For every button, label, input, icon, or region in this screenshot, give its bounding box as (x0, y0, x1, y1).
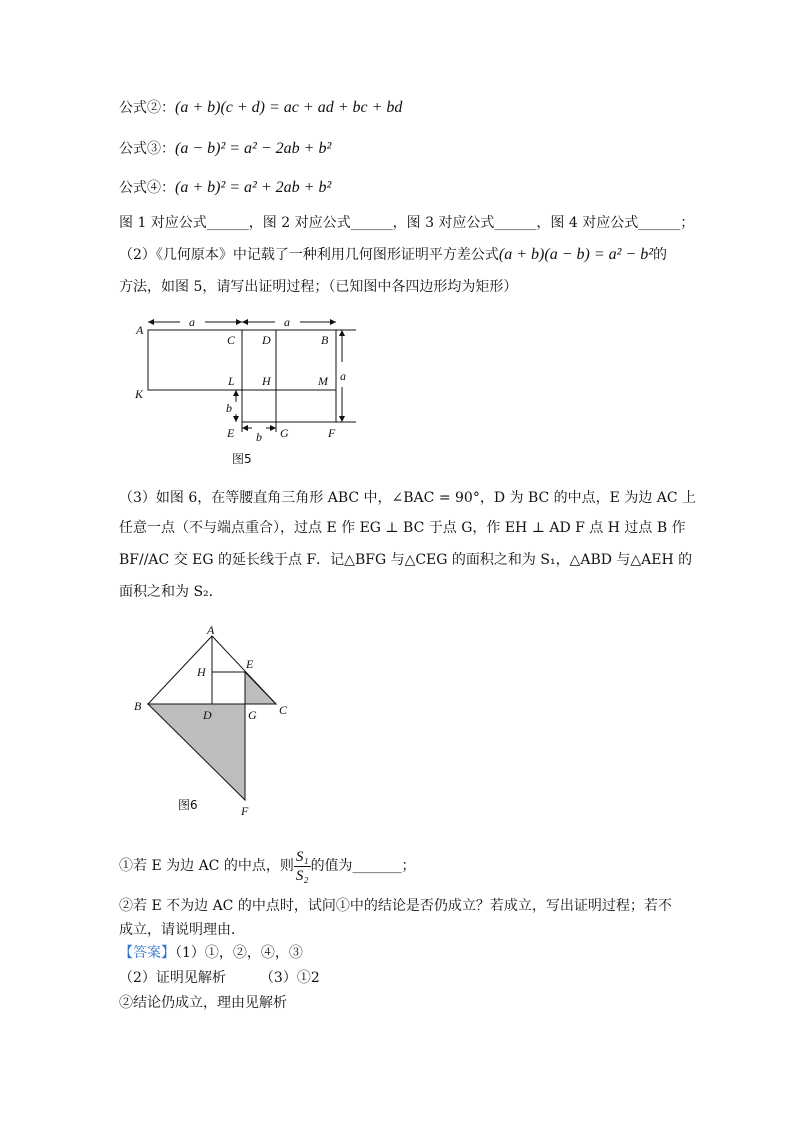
answer-line1 (119, 943, 303, 963)
fig6-label-B: B (134, 699, 142, 713)
fig5-label-B: B (321, 333, 329, 347)
fig5-label-H: H (262, 374, 271, 388)
formula-2-expr: (a + b)(c + d) = ac + ad + bc + bd (175, 99, 403, 116)
sub1-fraction-denominator: S₂ (295, 867, 309, 884)
figure-6 (125, 620, 305, 820)
fig6-label-H: H (197, 665, 206, 679)
q2-text-after: 的 (653, 247, 667, 263)
fig6-label-G: G (248, 708, 257, 722)
fig5-dim-label-a3: a (340, 369, 346, 383)
fig5-dim-label-a2: a (284, 315, 290, 329)
fig6-label-E: E (246, 657, 254, 671)
fig5-label-F: F (328, 426, 336, 440)
fig5-label-G: G (280, 426, 289, 440)
formula-4-label: 公式④： (119, 180, 175, 196)
q3-line3: BF//AC 交 EG 的延长线于点 F．记△BFG 与△CEG 的面积之和为 S₁，△ABD 与△AEH 的 (119, 552, 693, 568)
q2-line2: 方法，如图 5，请写出证明过程；（已知图中各四边形均为矩形） (119, 279, 518, 295)
q2-text-before: （2）《几何原本》中记载了一种利用几何图形证明平方差公式 (119, 247, 499, 263)
fig5-dim-label-a1: a (189, 315, 195, 329)
fig5-dim-label-b2: b (256, 430, 262, 444)
fig5-label-L: L (228, 374, 235, 388)
formula-4-expr: (a + b)² = a² + 2ab + b² (175, 179, 332, 196)
figure-5 (125, 310, 365, 470)
q3-line4: 面积之和为 S₂． (119, 584, 223, 600)
formula-3 (119, 139, 331, 159)
fig6-caption: 图6 (178, 798, 198, 812)
answer-part2: （2）证明见解析 (119, 970, 226, 986)
fig5-label-C: C (227, 333, 236, 347)
answer-part3: （3）①2 (259, 970, 320, 986)
fig6-label-F: F (241, 804, 249, 818)
sub1-fraction-numerator: S₁ (295, 848, 309, 865)
sub1-fraction (294, 848, 311, 885)
fig5-label-K: K (135, 387, 144, 401)
answer-line2 (119, 968, 320, 988)
fig6-label-C: C (279, 703, 288, 717)
fig6-label-A: A (207, 623, 215, 637)
q2-formula: (a + b)(a − b) = a² − b² (498, 246, 653, 263)
answer-line3: ②结论仍成立，理由见解析 (119, 995, 287, 1011)
formula-2-label: 公式②： (119, 100, 175, 116)
sub1-after: 的值为_______； (310, 858, 416, 874)
sub2-line1: ②若 E 不为边 AC 的中点时，试问①中的结论是否仍成立？若成立，写出证明过程；若不 (119, 898, 672, 914)
q3-line1: （3）如图 6，在等腰直角三角形 ABC 中，∠BAC = 90°，D 为 BC 的中点，E 为边 AC 上 (119, 490, 697, 506)
q2-line1 (119, 245, 667, 265)
sub1-before: ①若 E 为边 AC 的中点，则 (119, 858, 294, 874)
fig5-label-D: D (262, 333, 271, 347)
fig6-label-D: D (203, 708, 212, 722)
formula-3-expr: (a − b)² = a² − 2ab + b² (175, 140, 332, 157)
fig5-label-E: E (227, 426, 235, 440)
fig5-rect-bottom (242, 390, 336, 422)
sub2-line2: 成立，请说明理由． (119, 922, 245, 938)
fig5-label-A: A (136, 323, 144, 337)
formula-3-label: 公式③： (119, 141, 175, 157)
formula-4 (119, 178, 331, 198)
fig6-triangle-bfg (148, 704, 245, 800)
q3-line2: 任意一点（不与端点重合），过点 E 作 EG ⊥ BC 于点 G，作 EH ⊥ AD F 点 H 过点 B 作 (119, 520, 686, 536)
answer-label: 【答案】 (119, 945, 175, 961)
sub1-line (119, 846, 416, 886)
fill-line: 图 1 对应公式______，图 2 对应公式______，图 3 对应公式______，图 4 对应公式______； (119, 215, 695, 231)
fig5-caption: 图5 (232, 452, 252, 466)
answer-part1: （1）①，②，④，③ (175, 945, 303, 961)
fig5-dim-label-b1: b (226, 401, 232, 415)
formula-2 (119, 98, 402, 118)
fig5-label-M: M (318, 374, 328, 388)
